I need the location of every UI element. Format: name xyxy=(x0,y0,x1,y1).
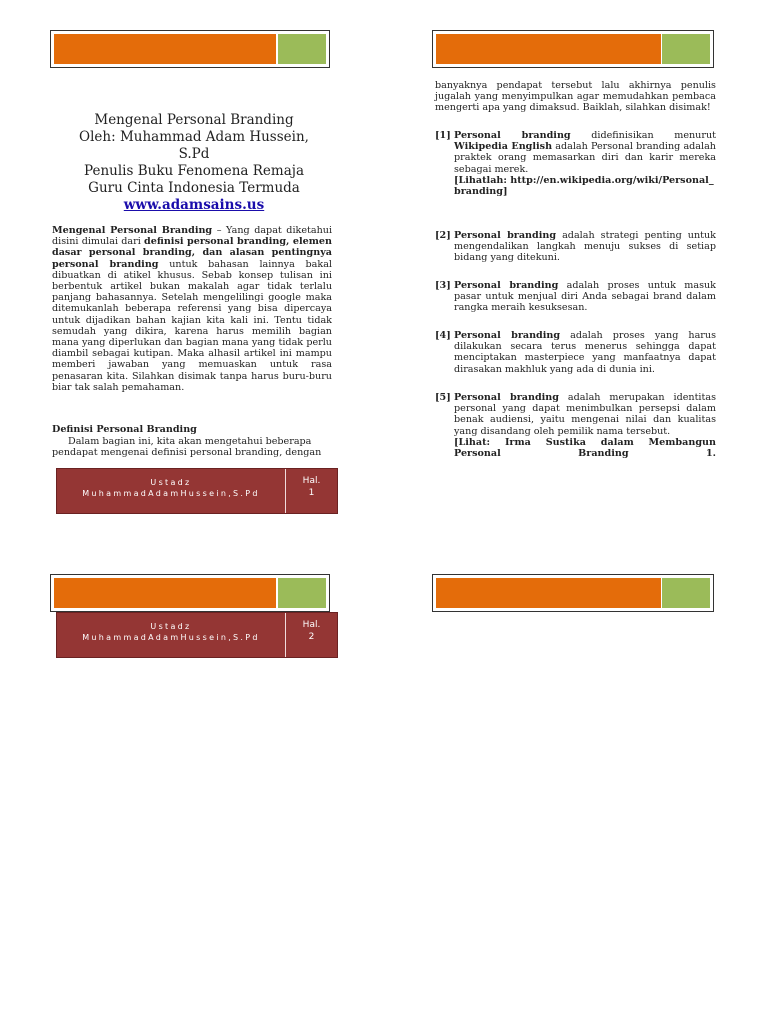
header-orange-block xyxy=(54,578,276,608)
header-orange-block xyxy=(54,34,276,64)
title-line: Penulis Buku Fenomena Remaja xyxy=(84,163,304,179)
item-number: [3] xyxy=(435,280,451,291)
header-green-block xyxy=(278,34,326,64)
header-orange-block xyxy=(436,578,661,608)
header-green-block xyxy=(662,578,710,608)
page-label: Hal. xyxy=(302,476,321,486)
item-term: Personal branding xyxy=(454,280,559,291)
item-reference: [Lihat: Irma Sustika dalam Membangun Personal Branding 1. xyxy=(454,436,716,460)
intro-text: – Yang dapat diketahui disini dimulai dari xyxy=(52,225,333,248)
section-paragraph: Dalam bagian ini, kita akan mengetahui beberapa pendapat mengenai definisi personal branding, dengan xyxy=(52,436,322,459)
intro-text: untuk bahasan lainnya bakal dibuatkan di atikel khusus. Sebab konsep tulisan ini berbentuk artikel bukan makalah agar tidak terlalu panjang bahasannya. Setelah mengelilingi google maka ditemukanlah beberapa referensi yang bisa dipercaya untuk dijadikan bahan kajian kita kali ini. Tentu tidak semudah yang dikira, karena harus memilih bagian mana yang diperlukan dan bagian mana yang tidak perlu diambil sebagai kutipan. Maka alhasil artikel ini mampu memberi jawaban yang memuaskan untuk rasa penasaran kita. Silahkan disimak tanpa harus buru-buru biar tak salah pemahaman. xyxy=(52,258,332,393)
definition-item xyxy=(435,330,716,375)
item-text: adalah proses yang harus dilakukan secara terus menerus sehingga dapat menciptakan masterpiece yang manfaatnya dapat dirasakan makhluk yang ada di dunia ini. xyxy=(454,330,716,375)
header-green-block xyxy=(662,34,710,64)
footer-author-title: Ustadz xyxy=(150,622,192,631)
footer-page-number xyxy=(286,469,337,513)
item-term: Personal branding xyxy=(454,330,561,341)
item-source: Wikipedia English xyxy=(454,141,553,153)
page4-header-bar xyxy=(432,574,714,612)
definition-item xyxy=(435,280,716,314)
header-green-block xyxy=(278,578,326,608)
item-text: didefinisikan menurut xyxy=(570,130,716,141)
page-number: 1 xyxy=(308,488,315,498)
page2-footer xyxy=(56,612,338,658)
item-term: Personal branding xyxy=(454,392,559,403)
item-term: Personal branding xyxy=(454,130,571,141)
page1-footer xyxy=(56,468,338,514)
item-text: adalah proses untuk masuk pasar untuk menjual diri Anda sebagai brand dalam rangka meraih kesuksesan. xyxy=(454,280,716,314)
footer-author-title: Ustadz xyxy=(150,478,192,487)
footer-author-name: MuhammadAdamHussein,S.Pd xyxy=(82,633,260,642)
continuation-paragraph: banyaknya pendapat tersebut lalu akhirnya penulis jugalah yang menyimpulkan agar memudahkan pembaca mengerti apa yang dimaksud. Baiklah, silahkan disimak! xyxy=(435,80,716,114)
definition-item xyxy=(435,130,716,197)
item-term: Personal branding xyxy=(454,230,557,241)
intro-bold: definisi personal branding, elemen dasar personal branding, dan alasan pentingnya personal branding xyxy=(52,236,332,270)
title-line: Guru Cinta Indonesia Termuda xyxy=(88,180,300,196)
document-title xyxy=(52,112,336,214)
intro-lead: Mengenal Personal Branding xyxy=(52,225,213,236)
definition-item xyxy=(435,230,716,264)
intro-paragraph xyxy=(52,225,332,393)
item-reference: [Lihatlah: http://en.wikipedia.org/wiki/Personal_branding] xyxy=(454,174,714,198)
page2-header-bar xyxy=(432,30,714,68)
page-number: 2 xyxy=(308,632,315,642)
footer-author xyxy=(57,613,285,657)
footer-author-name: MuhammadAdamHussein,S.Pd xyxy=(82,489,260,498)
footer-page-number xyxy=(286,613,337,657)
title-line: Mengenal Personal Branding xyxy=(94,112,294,128)
page3-header-bar xyxy=(50,574,330,612)
item-text: adalah merupakan identitas personal yang dapat menimbulkan persepsi dalam benak audiensi, yaitu mengenai nilai dan kualitas yang disandang oleh pemilik nama tersebut. xyxy=(454,392,716,437)
definition-item xyxy=(435,392,716,459)
page1-header-bar xyxy=(50,30,330,68)
item-text: adalah Personal branding adalah praktek orang memasarkan diri dan karir mereka sebagai merek. xyxy=(454,141,716,175)
item-number: [1] xyxy=(435,130,451,141)
item-text: adalah strategi penting untuk mengendalikan langkah menuju sukses di setiap bidang yang ditekuni. xyxy=(454,230,716,264)
header-orange-block xyxy=(436,34,661,64)
section-heading: Definisi Personal Branding xyxy=(52,424,197,435)
footer-author xyxy=(57,469,285,513)
item-number: [5] xyxy=(435,392,451,403)
title-line: S.Pd xyxy=(178,146,210,162)
item-number: [4] xyxy=(435,330,451,341)
website-link[interactable]: www.adamsains.us xyxy=(123,197,265,213)
title-line: Oleh: Muhammad Adam Hussein, xyxy=(79,129,309,145)
page-label: Hal. xyxy=(302,620,321,630)
item-number: [2] xyxy=(435,230,451,241)
